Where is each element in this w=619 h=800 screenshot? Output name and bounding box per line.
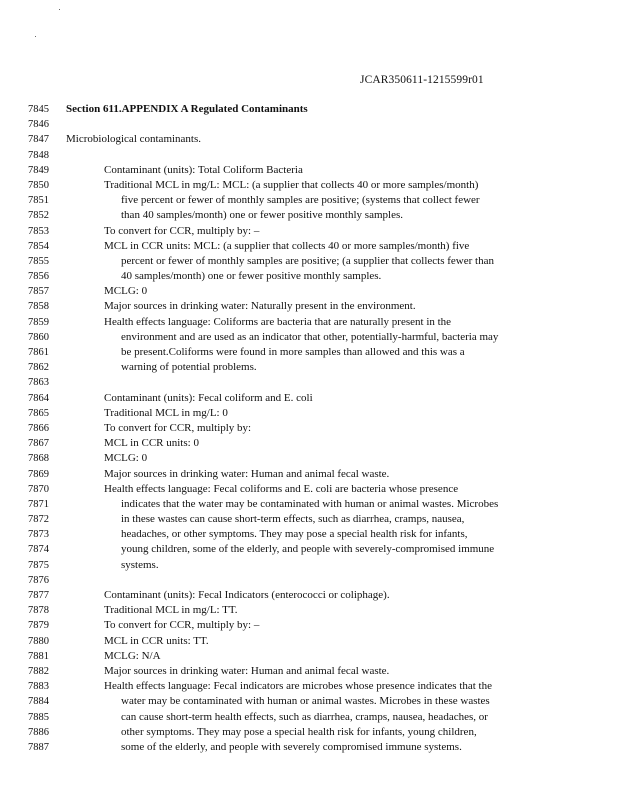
document-line xyxy=(0,542,619,557)
line-number: 7848 xyxy=(28,149,49,161)
document-line xyxy=(0,512,619,527)
line-number: 7846 xyxy=(28,119,49,131)
line-number: 7873 xyxy=(28,529,49,541)
document-line xyxy=(0,299,619,314)
document-line xyxy=(0,603,619,618)
line-number: 7854 xyxy=(28,240,49,252)
document-line xyxy=(0,573,619,588)
line-text: To convert for CCR, multiply by: xyxy=(104,421,252,434)
line-number: 7877 xyxy=(28,590,49,601)
line-text: environment and are used as an indicator that other, potentially-harmful, bacteria may xyxy=(121,330,499,343)
line-number: 7878 xyxy=(28,605,49,617)
document-line xyxy=(0,375,619,390)
line-text: Health effects language: Coliforms are bacteria that are naturally present in the xyxy=(104,315,452,328)
line-text: MCLG: 0 xyxy=(104,285,148,298)
document-line xyxy=(0,269,619,284)
document-line xyxy=(0,436,619,451)
line-number: 7871 xyxy=(28,498,49,510)
document-line xyxy=(0,406,619,421)
line-number: 7851 xyxy=(28,195,49,207)
document-line xyxy=(0,421,619,436)
line-number: 7869 xyxy=(28,468,49,480)
line-text: MCLG: N/A xyxy=(104,649,161,662)
document-line xyxy=(0,527,619,542)
document-line xyxy=(0,132,619,147)
line-number: 7858 xyxy=(28,301,49,313)
line-text: MCL in CCR units: TT. xyxy=(104,634,209,647)
document-line xyxy=(0,679,619,694)
line-text: indicates that the water may be contaminated with human or animal wastes. Microbes xyxy=(121,497,499,510)
document-line xyxy=(0,664,619,679)
document-line xyxy=(0,178,619,193)
line-text: MCL in CCR units: MCL: (a supplier that collects 40 or more samples/month) five xyxy=(104,239,470,252)
line-text: than 40 samples/month) one or fewer positive monthly samples. xyxy=(121,209,403,222)
line-number: 7864 xyxy=(28,392,49,404)
document-line xyxy=(0,725,619,740)
document-line xyxy=(0,740,619,755)
line-text: in these wastes can cause short-term effects, such as diarrhea, cramps, nausea, xyxy=(121,513,465,526)
document-line xyxy=(0,193,619,208)
line-number: 7845 xyxy=(28,104,49,115)
section-heading: Section 611.APPENDIX A Regulated Contaminants xyxy=(66,103,308,115)
line-text: other symptoms. They may pose a special health risk for infants, young children, xyxy=(121,725,477,738)
document-line xyxy=(0,710,619,725)
line-text: young children, some of the elderly, and people with severely-compromised immune xyxy=(121,543,495,556)
document-line xyxy=(0,467,619,482)
line-number: 7875 xyxy=(28,559,49,571)
line-text: Major sources in drinking water: Human and animal fecal waste. xyxy=(104,664,390,677)
line-number: 7857 xyxy=(28,286,49,298)
line-text: 40 samples/month) one or fewer positive monthly samples. xyxy=(121,270,382,283)
line-number: 7852 xyxy=(28,210,49,222)
line-text: Major sources in drinking water: Human and animal fecal waste. xyxy=(104,467,390,480)
document-id: JCAR350611-1215599r01 xyxy=(360,74,484,86)
line-number: 7862 xyxy=(28,362,49,374)
line-text: Contaminant (units): Fecal Indicators (enterococci or coliphage). xyxy=(104,589,390,601)
line-text: some of the elderly, and people with severely compromised immune systems. xyxy=(121,740,462,753)
document-line xyxy=(0,345,619,360)
line-number: 7853 xyxy=(28,225,49,237)
document-line xyxy=(0,634,619,649)
line-text: To convert for CCR, multiply by: – xyxy=(104,224,260,237)
line-text: be present.Coliforms were found in more samples than allowed and this was a xyxy=(121,346,465,358)
line-text: Traditional MCL in mg/L: TT. xyxy=(104,604,238,617)
document-line xyxy=(0,618,619,633)
line-text: systems. xyxy=(121,558,159,571)
line-text: Major sources in drinking water: Naturally present in the environment. xyxy=(104,300,416,313)
line-number: 7865 xyxy=(28,407,49,419)
line-text: warning of potential problems. xyxy=(121,361,257,374)
line-number: 7866 xyxy=(28,422,49,434)
line-number: 7859 xyxy=(28,316,49,328)
line-number: 7879 xyxy=(28,620,49,632)
line-number: 7885 xyxy=(28,711,49,723)
document-line xyxy=(0,558,619,573)
document-line xyxy=(0,254,619,269)
document-line xyxy=(0,239,619,254)
document-line xyxy=(0,117,619,132)
line-text: Contaminant (units): Total Coliform Bacteria xyxy=(104,163,303,176)
line-number: 7882 xyxy=(28,665,49,677)
line-number: 7870 xyxy=(28,483,49,495)
document-line xyxy=(0,482,619,497)
line-number: 7861 xyxy=(28,347,49,358)
document-line xyxy=(0,588,619,603)
document-line xyxy=(0,694,619,709)
document-line xyxy=(0,330,619,345)
document-line xyxy=(0,451,619,466)
line-number: 7855 xyxy=(28,255,49,267)
line-number: 7872 xyxy=(28,514,49,526)
line-number: 7850 xyxy=(28,179,49,191)
line-number: 7860 xyxy=(28,331,49,343)
line-text: five percent or fewer of monthly samples are positive; (systems that collect fewer xyxy=(121,194,480,207)
line-text: headaches, or other symptoms. They may pose a special health risk for infants, xyxy=(121,528,468,541)
line-text: water may be contaminated with human or animal wastes. Microbes in these wastes xyxy=(121,695,490,708)
line-number: 7868 xyxy=(28,453,49,465)
document-line xyxy=(0,224,619,239)
line-text: To convert for CCR, multiply by: – xyxy=(104,619,260,632)
document-line xyxy=(0,284,619,299)
line-text: MCLG: 0 xyxy=(104,452,148,465)
line-text: Traditional MCL in mg/L: 0 xyxy=(104,406,228,419)
document-line xyxy=(0,163,619,178)
document-line xyxy=(0,391,619,406)
line-number: 7847 xyxy=(28,134,49,146)
scan-speck xyxy=(59,9,60,10)
line-number: 7856 xyxy=(28,271,49,283)
document-line xyxy=(0,148,619,163)
document-line xyxy=(0,649,619,664)
document-line xyxy=(0,102,619,117)
line-number: 7886 xyxy=(28,726,49,738)
line-number: 7884 xyxy=(28,696,49,708)
line-text: MCL in CCR units: 0 xyxy=(104,437,199,450)
line-number: 7883 xyxy=(28,681,49,693)
line-text: Microbiological contaminants. xyxy=(66,133,202,146)
scan-speck xyxy=(35,36,36,37)
document-body xyxy=(0,102,619,755)
line-text: Health effects language: Fecal indicators are microbes whose presence indicates that the xyxy=(104,680,492,693)
line-number: 7880 xyxy=(28,635,49,647)
line-text: Contaminant (units): Fecal coliform and E. coli xyxy=(104,391,313,404)
line-number: 7881 xyxy=(28,650,49,662)
document-line xyxy=(0,208,619,223)
line-number: 7849 xyxy=(28,164,49,176)
line-text: percent or fewer of monthly samples are positive; (a supplier that collects fewer than xyxy=(121,254,494,267)
line-number: 7863 xyxy=(28,377,49,389)
line-number: 7887 xyxy=(28,741,49,753)
line-text: Health effects language: Fecal coliforms and E. coli are bacteria whose presence xyxy=(104,482,459,495)
document-line xyxy=(0,315,619,330)
line-text: can cause short-term health effects, such as diarrhea, cramps, nausea, headaches, or xyxy=(121,710,488,723)
line-number: 7874 xyxy=(28,544,49,556)
line-text: Traditional MCL in mg/L: MCL: (a supplier that collects 40 or more samples/month) xyxy=(104,178,479,191)
document-line xyxy=(0,360,619,375)
document-line xyxy=(0,497,619,512)
line-number: 7867 xyxy=(28,438,49,450)
line-number: 7876 xyxy=(28,574,49,586)
